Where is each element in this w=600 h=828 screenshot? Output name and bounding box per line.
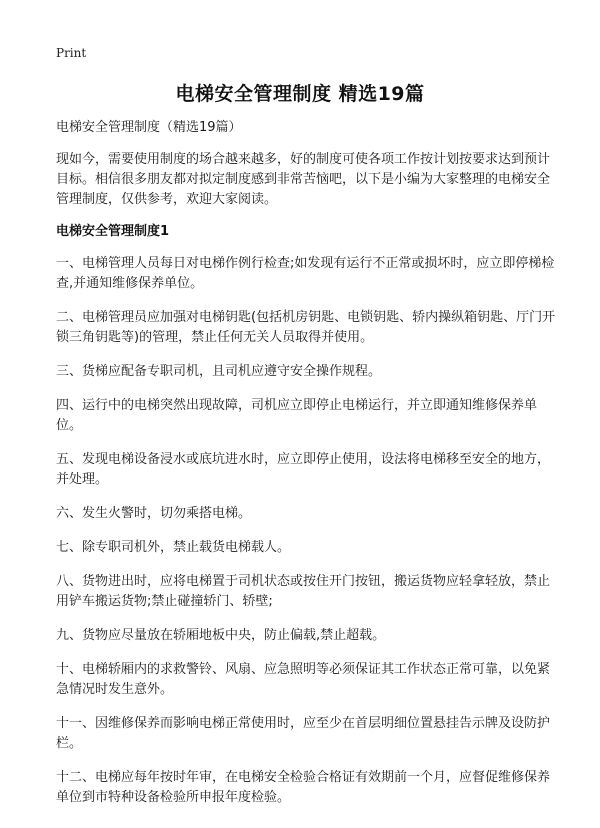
rule-item-2: 二、电梯管理员应加强对电梯钥匙(包括机房钥匙、电锁钥匙、轿内操纵箱钥匙、厅门开锁三角钥匙等)的管理，禁止任何无关人员取得并使用。 (56, 310, 556, 345)
rule-item-8: 八、货物进出时，应将电梯置于司机状态或按住开门按钮，搬运货物应轻拿轻放，禁止用铲车搬运货物;禁止碰撞轿门、轿壁; (56, 574, 551, 609)
page-title: 电梯安全管理制度 精选19篇 (175, 83, 425, 105)
document-body (56, 118, 558, 822)
section-heading: 电梯安全管理制度1 (56, 224, 170, 239)
intro-paragraph: 现如今，需要使用制度的场合越来越多，好的制度可使各项工作按计划按要求达到预计目标。相信很多朋友都对拟定制度感到非常苦恼吧，以下是小编为大家整理的电梯安全管理制度，仅供参考，欢迎大家阅读。 (56, 152, 551, 207)
rule-item-7: 七、除专职司机外，禁止载货电梯载人。 (56, 540, 291, 555)
rule-item-3: 三、货梯应配备专职司机，且司机应遵守安全操作规程。 (56, 364, 382, 379)
print-link[interactable]: Print (56, 46, 87, 60)
rule-item-5: 五、发现电梯设备浸水或底坑进水时，应立即停止使用，设法将电梯移至安全的地方，并处理。 (56, 452, 551, 487)
rule-item-10: 十、电梯轿厢内的求救警铃、风扇、应急照明等必须保证其工作状态正常可靠，以免紧急情况时发生意外。 (56, 662, 551, 697)
rule-item-6: 六、发生火警时，切勿乘搭电梯。 (56, 506, 252, 521)
rule-item-4: 四、运行中的电梯突然出现故障，司机应立即停止电梯运行，并立即通知维修保养单位。 (56, 398, 538, 433)
rule-item-11: 十一、因维修保养而影响电梯正常使用时，应至少在首层明细位置悬挂告示牌及设防护栏。 (56, 716, 551, 751)
rule-item-12: 十二、电梯应每年按时年审，在电梯安全检验合格证有效期前一个月，应督促维修保养单位到市特种设备检验所申报年度检验。 (56, 770, 551, 805)
rule-item-1: 一、电梯管理人员每日对电梯作例行检查;如发现有运行不正常或损坏时，应立即停梯检查,并通知维修保养单位。 (56, 256, 555, 291)
document-subtitle: 电梯安全管理制度（精选19篇） (56, 120, 242, 135)
rule-item-9: 九、货物应尽量放在轿厢地板中央，防止偏载,禁止超载。 (56, 628, 386, 643)
